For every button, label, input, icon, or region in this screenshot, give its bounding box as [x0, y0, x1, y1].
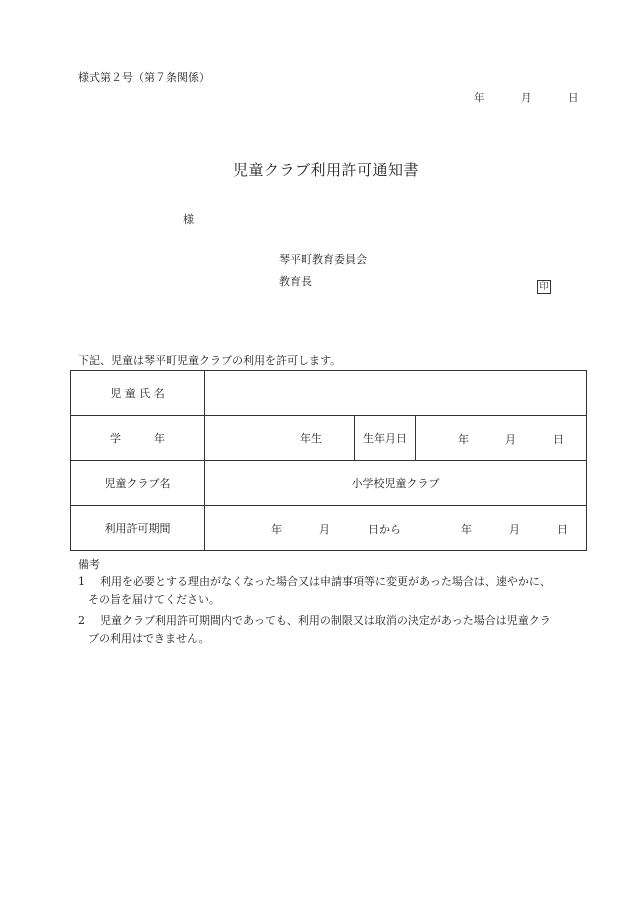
remark-text-cont: ブの利用はできません。 [88, 632, 210, 645]
period-label: 利用許可期間 [71, 506, 205, 551]
grade-label: 学 年 [71, 416, 205, 461]
date-month: 月 [521, 92, 532, 104]
dob-month: 月 [505, 433, 516, 446]
period-from-year: 年 [271, 523, 282, 536]
remark-text: 児童クラブ利用許可期間内であっても、利用の制限又は取消の決定があった場合は児童クラ [100, 614, 551, 627]
dob-label: 生年月日 [355, 416, 416, 461]
date-day: 日 [568, 92, 579, 104]
child-name-value [205, 371, 587, 416]
period-value [205, 506, 587, 551]
period-to-day: 日 [557, 523, 568, 536]
period-to-month: 月 [509, 523, 520, 536]
remark-item-2 [78, 612, 588, 648]
dob-year: 年 [458, 433, 469, 446]
remark-number: 1 [78, 575, 85, 588]
remark-text-cont: その旨を届けてください。 [88, 593, 220, 606]
document-title: 児童クラブ利用許可通知書 [233, 161, 420, 179]
table-row [71, 371, 587, 416]
recipient-suffix: 様 [183, 213, 194, 226]
club-name-value: 小学校児童クラブ [205, 461, 587, 506]
remark-number: 2 [78, 614, 85, 627]
table-row [71, 461, 587, 506]
intro-text: 下記、児童は琴平町児童クラブの利用を許可します。 [78, 354, 342, 367]
period-from-day: 日から [368, 523, 401, 536]
issuer-title: 教育長 [279, 275, 312, 288]
date-year: 年 [474, 92, 485, 104]
remark-text: 利用を必要とする理由がなくなった場合又は申請事項等に変更があった場合は、速やかに、 [100, 575, 551, 588]
period-from-month: 月 [319, 523, 330, 536]
remark-item-1 [78, 573, 588, 609]
table-row [71, 416, 587, 461]
dob-value [416, 416, 587, 461]
issuer-org: 琴平町教育委員会 [279, 253, 367, 266]
form-number: 様式第２号（第７条関係） [78, 71, 210, 84]
period-to-year: 年 [461, 523, 472, 536]
dob-day: 日 [553, 433, 564, 446]
club-name-label: 児童クラブ名 [71, 461, 205, 506]
grade-value: 年生 [205, 416, 355, 461]
child-name-label: 児 童 氏 名 [71, 371, 205, 416]
permit-table [70, 370, 587, 551]
seal-mark: 印 [537, 280, 551, 294]
remarks-heading: 備考 [78, 558, 100, 571]
table-row [71, 506, 587, 551]
